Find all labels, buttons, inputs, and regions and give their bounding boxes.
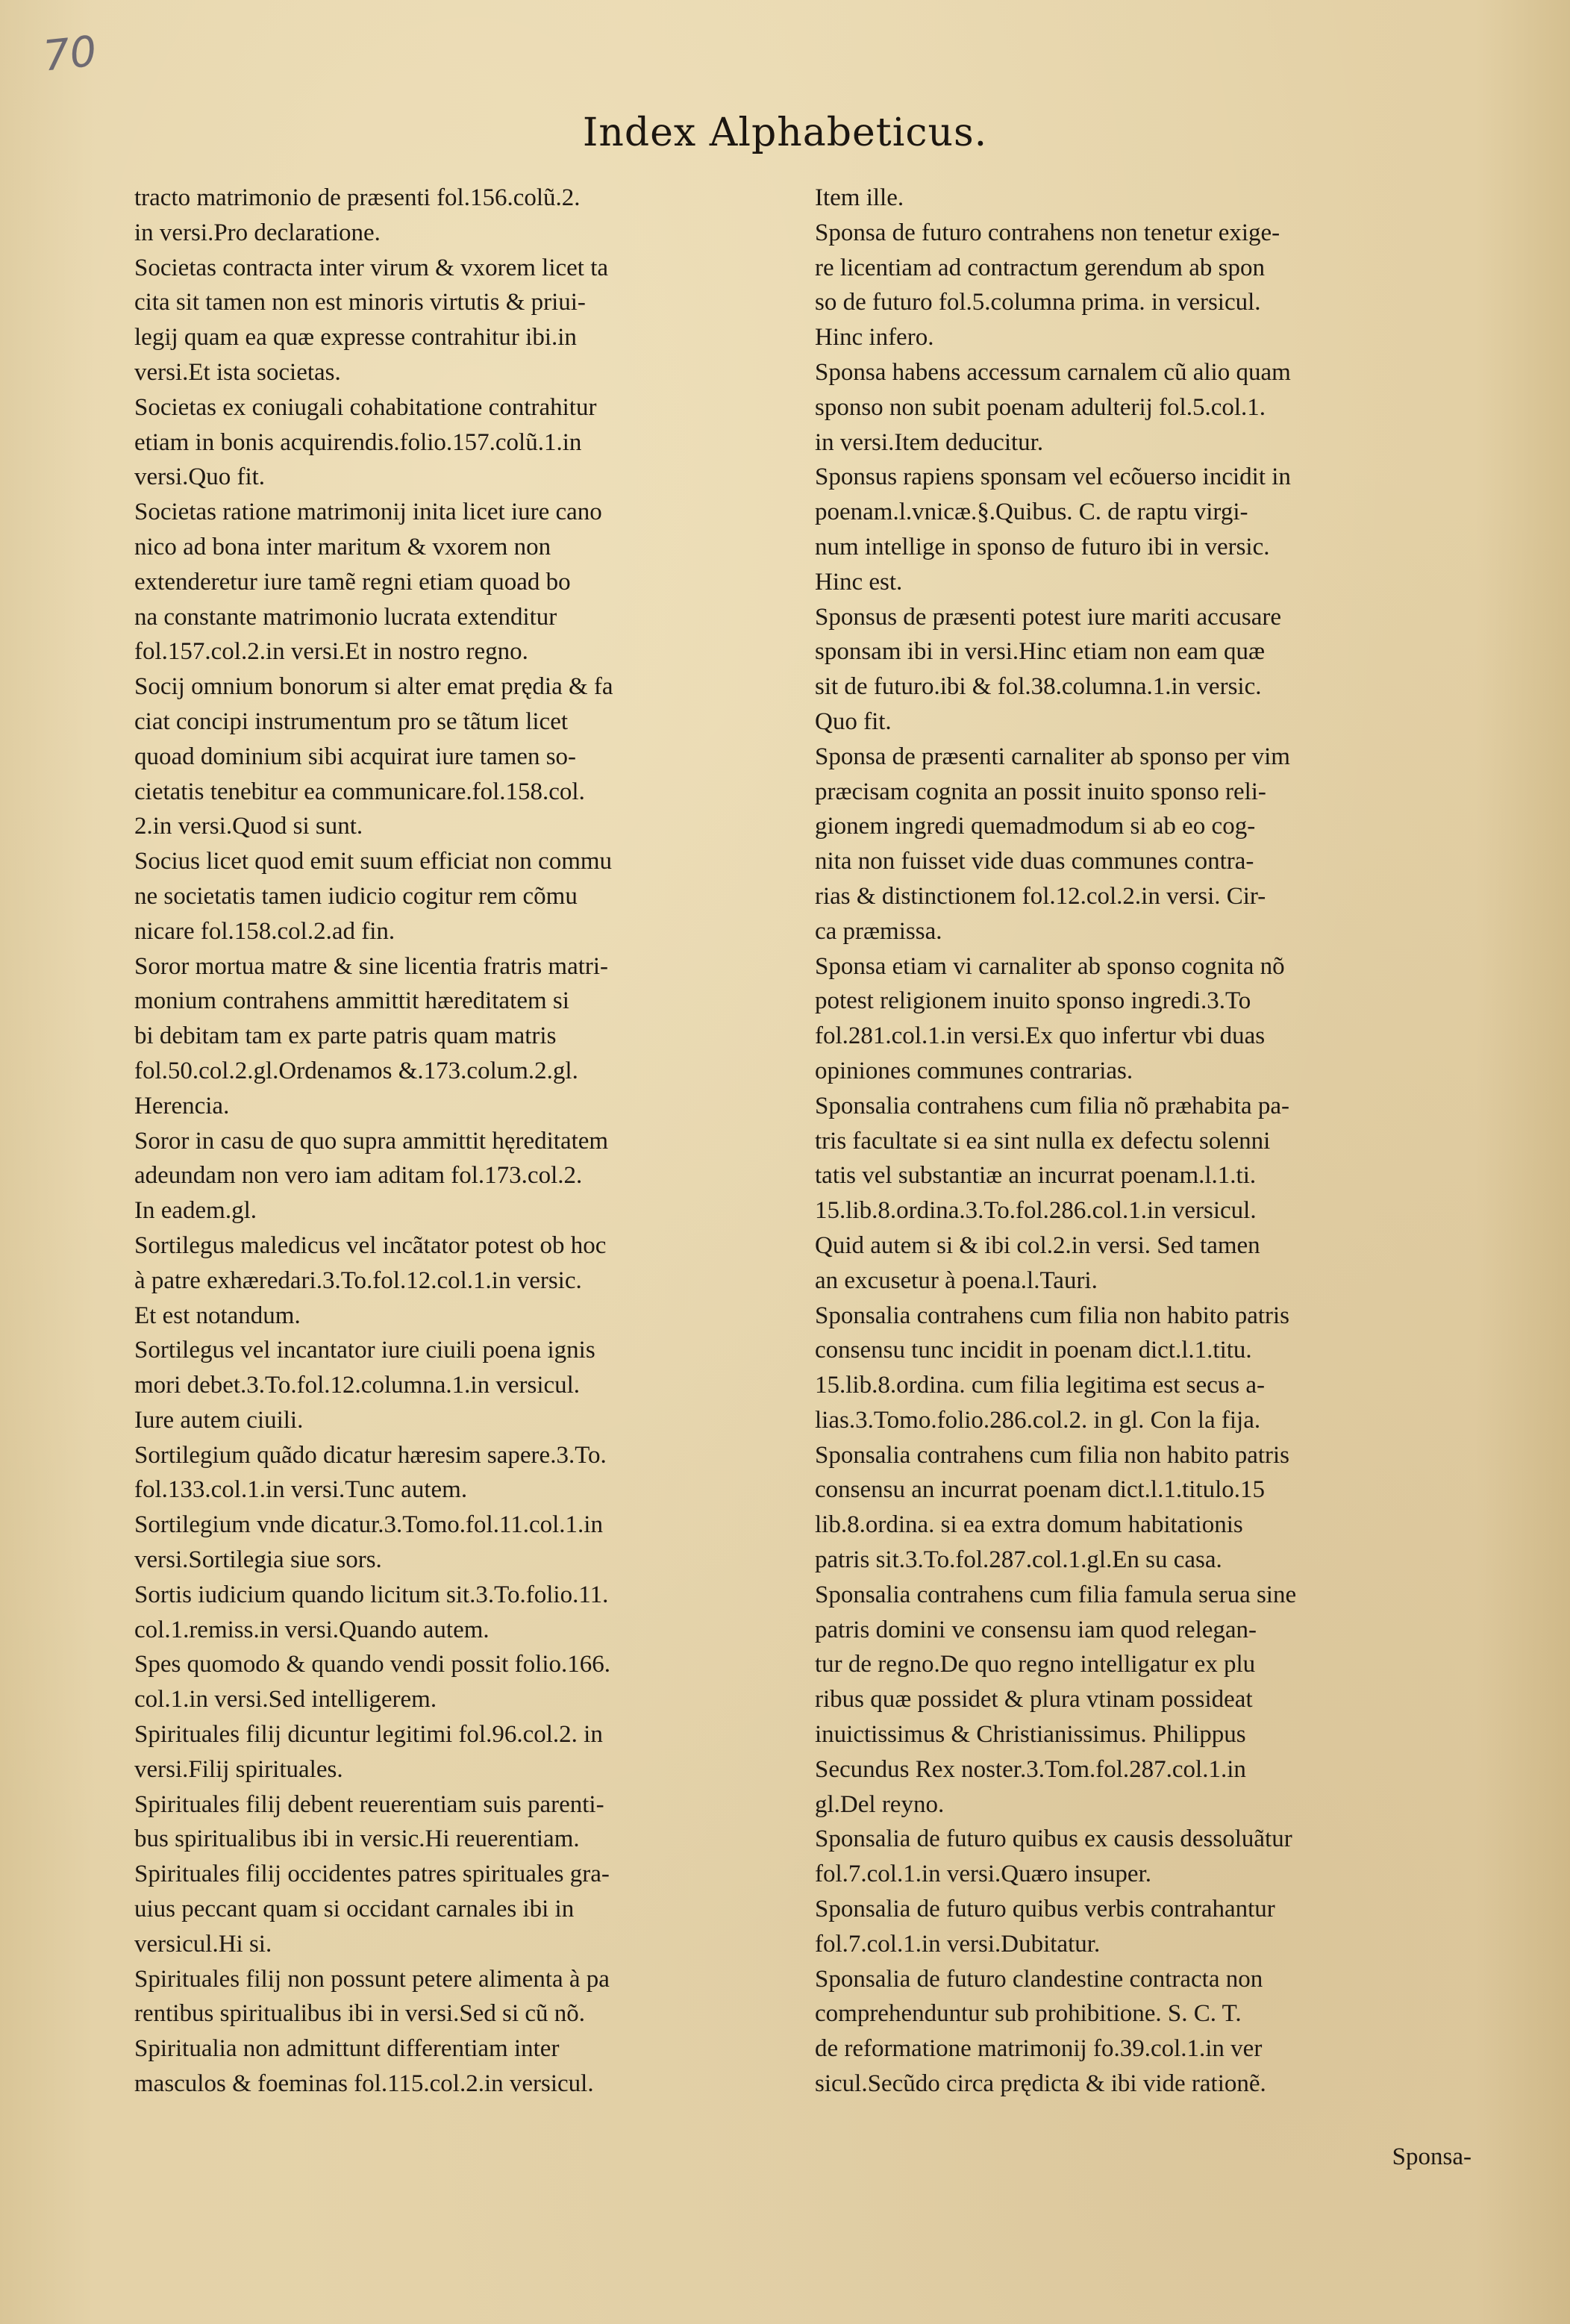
index-entry bbox=[815, 460, 1472, 599]
index-entry bbox=[815, 1822, 1472, 1892]
entry-line: nico ad bona inter maritum & vxorem non bbox=[134, 533, 551, 560]
entry-line: Societas contracta inter virum & vxorem licet ta bbox=[134, 254, 609, 281]
entry-line: tris facultate si ea sint nulla ex defectu solenni bbox=[815, 1127, 1271, 1155]
entry-line: Spirituales filij occidentes patres spirituales gra- bbox=[134, 1861, 610, 1888]
entry-line: bi debitam tam ex parte patris quam matris bbox=[134, 1022, 557, 1050]
entry-line: Sortilegium vnde dicatur.3.Tomo.fol.11.col.1.in bbox=[134, 1511, 603, 1539]
index-entry bbox=[815, 1089, 1472, 1299]
index-entry bbox=[134, 1228, 798, 1333]
index-entry bbox=[815, 1299, 1472, 1438]
entry-line: Sponsalia contrahens cum filia non habito patris bbox=[815, 1302, 1290, 1329]
entry-line: ciat concipi instrumentum pro se tãtum licet bbox=[134, 707, 569, 735]
entry-line: Sponsa de præsenti carnaliter ab sponso per vim bbox=[815, 743, 1290, 770]
entry-line: Sponsalia de futuro quibus ex causis dessoluãtur bbox=[815, 1825, 1292, 1853]
index-entry bbox=[815, 1892, 1472, 1962]
index-entry bbox=[134, 1124, 798, 1228]
entry-line: ca præmissa. bbox=[815, 917, 942, 945]
right-column bbox=[815, 181, 1472, 2102]
entry-line: poenam.l.vnicæ.§.Quibus. C. de raptu virgi- bbox=[815, 499, 1248, 526]
entry-line: opiniones communes contrarias. bbox=[815, 1057, 1133, 1084]
index-entry bbox=[815, 740, 1472, 949]
entry-line: adeundam non vero iam aditam fol.173.col.2. bbox=[134, 1162, 583, 1190]
entry-line: 15.lib.8.ordina. cum filia legitima est secus a- bbox=[815, 1372, 1266, 1399]
entry-line: num intellige in sponso de futuro ibi in versic. bbox=[815, 533, 1270, 560]
entry-line: legij quam ea quæ expresse contrahitur ibi.in bbox=[134, 324, 577, 352]
entry-line: patris domini ve consensu iam quod relegan- bbox=[815, 1616, 1257, 1643]
entry-line: Sponsalia de futuro quibus verbis contrahantur bbox=[815, 1896, 1275, 1923]
entry-line: Societas ex coniugali cohabitatione contrahitur bbox=[134, 393, 597, 421]
entry-line: consensu an incurrat poenam dict.l.1.titulo.15 bbox=[815, 1476, 1266, 1504]
entry-line: fol.281.col.1.in versi.Ex quo infertur vbi duas bbox=[815, 1022, 1266, 1050]
entry-line: potest religionem inuito sponso ingredi.3.To bbox=[815, 987, 1251, 1015]
entry-line: consensu tunc incidit in poenam dict.l.1.titu. bbox=[815, 1337, 1252, 1364]
entry-line: Socius licet quod emit suum efficiat non commu bbox=[134, 848, 613, 875]
entry-line: Sortis iudicium quando licitum sit.3.To.folio.11. bbox=[134, 1581, 609, 1608]
entry-line: bus spiritualibus ibi in versic.Hi reuerentiam. bbox=[134, 1825, 580, 1853]
page-title: Index Alphabeticus. bbox=[582, 110, 988, 155]
index-entry bbox=[815, 1578, 1472, 1822]
index-entry bbox=[134, 1787, 798, 1858]
entry-line: nita non fuisset vide duas communes contra- bbox=[815, 848, 1254, 875]
entry-line: Hinc infero. bbox=[815, 324, 934, 352]
entry-line: lias.3.Tomo.folio.286.col.2. in gl. Con la fija. bbox=[815, 1406, 1261, 1434]
entry-line: ne societatis tamen iudicio cogitur rem cõmu bbox=[134, 882, 578, 910]
entry-line: Sponsa de futuro contrahens non tenetur exige- bbox=[815, 219, 1280, 246]
entry-line: Sortilegus maledicus vel incãtator potest ob hoc bbox=[134, 1231, 607, 1259]
index-entry bbox=[134, 495, 798, 669]
entry-line: tracto matrimonio de præsenti fol.156.colũ.2. bbox=[134, 184, 581, 211]
entry-line: col.1.in versi.Sed intelligerem. bbox=[134, 1686, 437, 1714]
index-entry bbox=[134, 1857, 798, 1961]
entry-line: Quo fit. bbox=[815, 707, 892, 735]
entry-line: Iure autem ciuili. bbox=[134, 1406, 304, 1434]
entry-line: Spiritualia non admittunt differentiam inter bbox=[134, 2035, 560, 2063]
index-entry bbox=[815, 1438, 1472, 1578]
entry-line: versi.Sortilegia siue sors. bbox=[134, 1546, 382, 1574]
index-entry bbox=[134, 669, 798, 844]
entry-line: tur de regno.De quo regno intelligatur ex plu bbox=[815, 1651, 1256, 1678]
index-entry bbox=[134, 1578, 798, 1648]
entry-line: Socij omnium bonorum si alter emat prędia & fa bbox=[134, 673, 613, 701]
entry-line: 2.in versi.Quod si sunt. bbox=[134, 813, 363, 840]
entry-line: sicul.Secũdo circa prędicta & ibi vide rationẽ. bbox=[815, 2070, 1266, 2098]
entry-line: versi.Filij spirituales. bbox=[134, 1755, 343, 1783]
index-entry bbox=[134, 2031, 798, 2102]
entry-line: comprehenduntur sub prohibitione. S. C. T. bbox=[815, 2000, 1242, 2028]
entry-line: ribus quæ possidet & plura vtinam possideat bbox=[815, 1686, 1253, 1714]
entry-line: præcisam cognita an possit inuito sponso reli- bbox=[815, 778, 1266, 805]
entry-line: Sponsalia contrahens cum filia non habito patris bbox=[815, 1441, 1290, 1469]
entry-line: versi.Quo fit. bbox=[134, 463, 266, 491]
entry-line: Societas ratione matrimonij inita licet iure cano bbox=[134, 499, 602, 526]
entry-line: mori debet.3.To.fol.12.columna.1.in versicul. bbox=[134, 1372, 581, 1399]
entry-line: Sortilegium quãdo dicatur hæresim sapere.3.To. bbox=[134, 1441, 607, 1469]
entry-line: tatis vel substantiæ an incurrat poenam.l.1.ti. bbox=[815, 1162, 1257, 1190]
entry-line: Et est notandum. bbox=[134, 1302, 301, 1329]
entry-line: Hinc est. bbox=[815, 568, 903, 596]
entry-line: Soror in casu de quo supra ammittit hęreditatem bbox=[134, 1127, 609, 1155]
entry-line: Spes quomodo & quando vendi possit folio.166. bbox=[134, 1651, 610, 1678]
entry-line: Sponsus de præsenti potest iure mariti accusare bbox=[815, 603, 1282, 631]
entry-line: gl.Del reyno. bbox=[815, 1790, 945, 1818]
index-entry bbox=[134, 390, 798, 495]
entry-line: cita sit tamen non est minoris virtutis & priui- bbox=[134, 289, 586, 316]
entry-line: rias & distinctionem fol.12.col.2.in versi. Cir- bbox=[815, 882, 1266, 910]
entry-line: col.1.remiss.in versi.Quando autem. bbox=[134, 1616, 490, 1643]
entry-line: In eadem.gl. bbox=[134, 1197, 257, 1225]
index-entry bbox=[134, 1333, 798, 1437]
entry-line: masculos & foeminas fol.115.col.2.in versicul. bbox=[134, 2070, 594, 2098]
entry-line: re licentiam ad contractum gerendum ab spon bbox=[815, 254, 1265, 281]
entry-line: Sponsus rapiens sponsam vel ecõuerso incidit in bbox=[815, 463, 1291, 491]
entry-line: inuictissimus & Christianissimus. Philippus bbox=[815, 1721, 1246, 1749]
entry-line: so de futuro fol.5.columna prima. in versicul. bbox=[815, 289, 1261, 316]
index-entry bbox=[815, 600, 1472, 740]
entry-line: sit de futuro.ibi & fol.38.columna.1.in versic. bbox=[815, 673, 1262, 701]
entry-line: Spirituales filij debent reuerentiam suis parenti- bbox=[134, 1790, 604, 1818]
index-entry bbox=[134, 844, 798, 949]
entry-line: na constante matrimonio lucrata extenditur bbox=[134, 603, 557, 631]
entry-line: Spirituales filij non possunt petere alimenta à pa bbox=[134, 1965, 610, 1993]
index-entry bbox=[815, 949, 1472, 1089]
entry-line: fol.7.col.1.in versi.Quæro insuper. bbox=[815, 1861, 1151, 1888]
entry-line: gionem ingredi quemadmodum si ab eo cog- bbox=[815, 813, 1256, 840]
entry-line: Sponsa etiam vi carnaliter ab sponso cognita nõ bbox=[815, 952, 1285, 980]
entry-line: sponsam ibi in versi.Hinc etiam non eam quæ bbox=[815, 638, 1266, 666]
entry-line: fol.157.col.2.in versi.Et in nostro regno. bbox=[134, 638, 528, 666]
entry-line: uius peccant quam si occidant carnales ibi in bbox=[134, 1896, 575, 1923]
entry-line: Item ille. bbox=[815, 184, 904, 211]
index-entry bbox=[134, 1962, 798, 2032]
entry-line: Sponsalia de futuro clandestine contracta non bbox=[815, 1965, 1263, 1993]
entry-line: Sponsa habens accessum carnalem cũ alio quam bbox=[815, 358, 1291, 386]
entry-line: Sponsalia contrahens cum filia nõ præhabita pa- bbox=[815, 1092, 1289, 1119]
entry-line: cietatis tenebitur ea communicare.fol.158.col. bbox=[134, 778, 585, 805]
index-entry bbox=[134, 1438, 798, 1508]
entry-line: Spirituales filij dicuntur legitimi fol.96.col.2. in bbox=[134, 1721, 603, 1749]
folio-number: 70 bbox=[40, 27, 99, 81]
index-entry bbox=[815, 355, 1472, 460]
entry-line: versi.Et ista societas. bbox=[134, 358, 341, 386]
entry-line: monium contrahens ammittit hæreditatem si bbox=[134, 987, 569, 1015]
entry-line: fol.133.col.1.in versi.Tunc autem. bbox=[134, 1476, 468, 1504]
entry-line: Quid autem si & ibi col.2.in versi. Sed tamen bbox=[815, 1231, 1260, 1259]
index-entry bbox=[134, 1508, 798, 1578]
entry-line: in versi.Item deducitur. bbox=[815, 428, 1044, 456]
entry-line: quoad dominium sibi acquirat iure tamen so- bbox=[134, 743, 577, 770]
catchword: Sponsa- bbox=[1392, 2143, 1472, 2170]
entry-line: an excusetur à poena.l.Tauri. bbox=[815, 1266, 1098, 1294]
index-entry bbox=[134, 181, 798, 251]
entry-line: Sponsalia contrahens cum filia famula serua sine bbox=[815, 1581, 1297, 1608]
entry-line: versicul.Hi si. bbox=[134, 1930, 272, 1958]
entry-line: à patre exhæredari.3.To.fol.12.col.1.in versic. bbox=[134, 1266, 582, 1294]
index-entry bbox=[815, 1962, 1472, 2102]
index-entry bbox=[134, 1647, 798, 1717]
entry-line: Soror mortua matre & sine licentia fratris matri- bbox=[134, 952, 609, 980]
left-column bbox=[134, 181, 798, 2102]
index-entry bbox=[134, 251, 798, 390]
index-entry bbox=[134, 1717, 798, 1787]
entry-line: Sortilegus vel incantator iure ciuili poena ignis bbox=[134, 1337, 595, 1364]
entry-line: sponso non subit poenam adulterij fol.5.col.1. bbox=[815, 393, 1266, 421]
entry-line: 15.lib.8.ordina.3.To.fol.286.col.1.in versicul. bbox=[815, 1197, 1257, 1225]
entry-line: de reformatione matrimonij fo.39.col.1.in ver bbox=[815, 2035, 1263, 2063]
entry-line: Herencia. bbox=[134, 1092, 230, 1119]
entry-line: fol.7.col.1.in versi.Dubitatur. bbox=[815, 1930, 1101, 1958]
entry-line: lib.8.ordina. si ea extra domum habitationis bbox=[815, 1511, 1243, 1539]
entry-line: patris sit.3.To.fol.287.col.1.gl.En su casa. bbox=[815, 1546, 1222, 1574]
entry-line: etiam in bonis acquirendis.folio.157.colũ.1.in bbox=[134, 428, 582, 456]
index-entry bbox=[134, 949, 798, 1124]
entry-line: in versi.Pro declaratione. bbox=[134, 219, 381, 246]
entry-line: extenderetur iure tamẽ regni etiam quoad bo bbox=[134, 568, 571, 596]
index-entry bbox=[815, 181, 1472, 216]
entry-line: nicare fol.158.col.2.ad fin. bbox=[134, 917, 395, 945]
entry-line: fol.50.col.2.gl.Ordenamos &.173.colum.2.gl. bbox=[134, 1057, 578, 1084]
entry-line: rentibus spiritualibus ibi in versi.Sed si cũ nõ. bbox=[134, 2000, 586, 2028]
entry-line: Secundus Rex noster.3.Tom.fol.287.col.1.in bbox=[815, 1755, 1246, 1783]
index-entry bbox=[815, 216, 1472, 355]
